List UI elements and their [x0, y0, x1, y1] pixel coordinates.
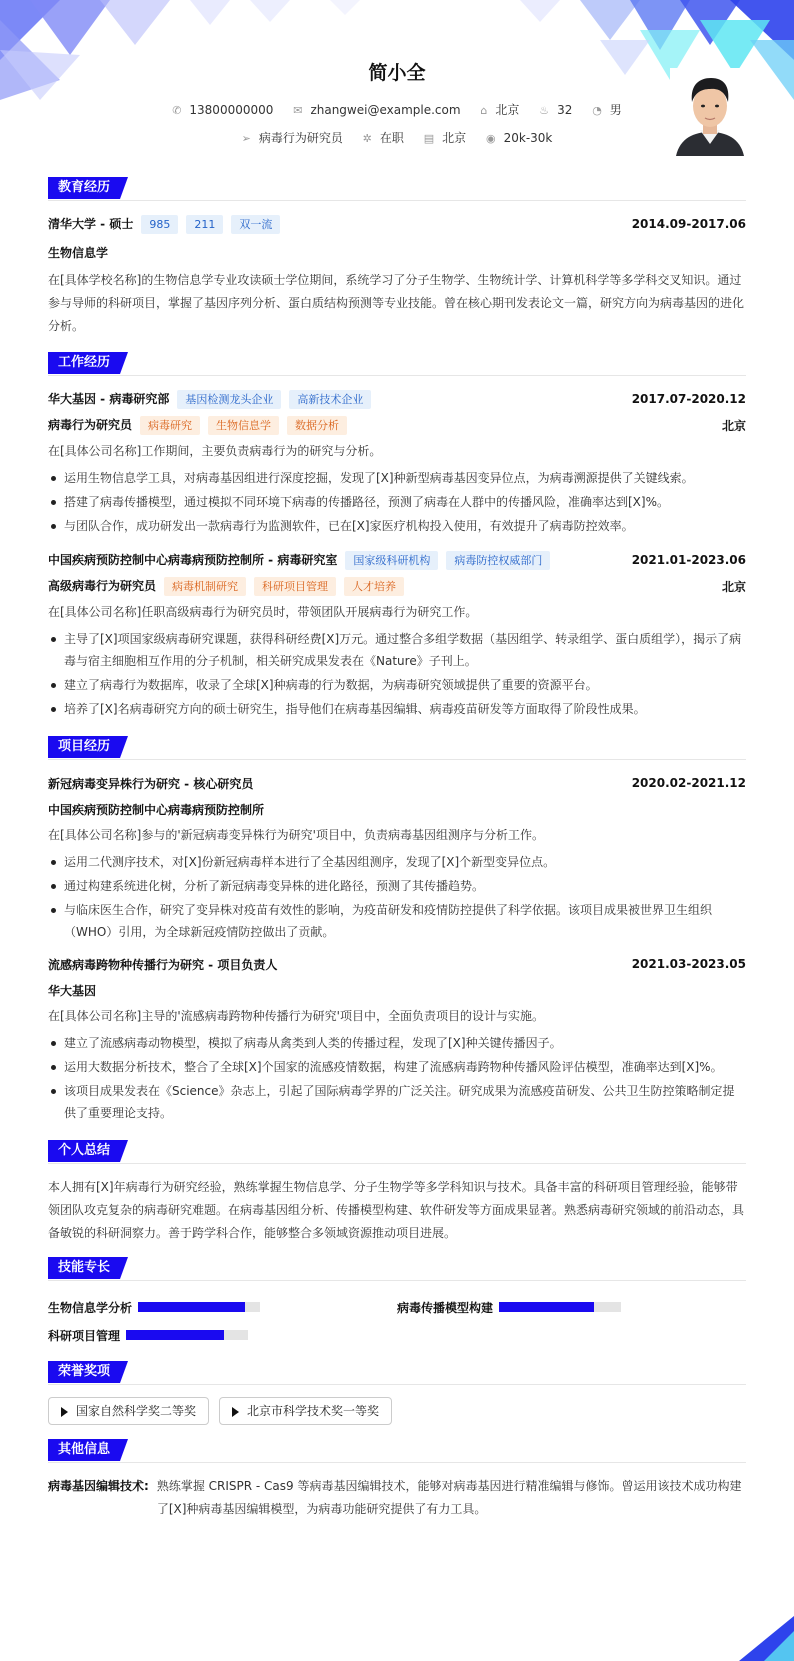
work-bullet: 培养了[X]名病毒研究方向的硕士研究生，指导他们在病毒基因编辑、病毒疫苗研发等方面取得了阶段性成果。 — [48, 698, 746, 720]
award-item — [48, 1397, 209, 1425]
mail-icon: ✉ — [293, 104, 303, 117]
other-section — [48, 1437, 746, 1521]
role-tag: 生物信息学 — [208, 416, 279, 435]
section-title-awards: 荣誉奖项 — [48, 1361, 120, 1383]
send-icon: ➢ — [241, 132, 251, 145]
target-city: 北京 — [442, 131, 467, 145]
skill-name: 科研项目管理 — [48, 1328, 121, 1343]
work-item — [48, 388, 746, 537]
project-bullet: 通过构建系统进化树，分析了新冠病毒变异株的进化路径，预测了其传播趋势。 — [48, 875, 746, 897]
company: 中国疾病预防控制中心病毒病预防控制所 - 病毒研究室 — [48, 552, 338, 567]
skill-item — [397, 1293, 746, 1321]
skill-bar — [138, 1302, 260, 1312]
email: zhangwei@example.com — [310, 103, 461, 117]
play-icon — [61, 1407, 68, 1417]
gender-icon: ◔ — [592, 104, 602, 117]
award-name: 国家自然科学奖二等奖 — [76, 1404, 197, 1418]
summary-text: 本人拥有[X]年病毒行为研究经验，熟练掌握生物信息学、分子生物学等多学科知识与技术。具备丰富的科研项目管理经验，能够带领团队攻克复杂的病毒研究难题。在病毒基因组分析、传播模型构建、软件研发等方面成果显著。熟悉病毒研究领域的前沿动态，具备敏锐的科研洞察力。善于跨学科合作，能够整合多领域资源推动项目进展。 — [48, 1180, 745, 1240]
role-tag: 病毒机制研究 — [164, 577, 246, 596]
footer-decoration — [734, 1616, 794, 1661]
phone-icon: ✆ — [172, 104, 182, 117]
work-intro: 在[具体公司名称]工作期间，主要负责病毒行为的研究与分析。 — [48, 444, 382, 458]
city-info — [480, 101, 519, 118]
school-tag: 985 — [141, 215, 178, 234]
company: 华大基因 - 病毒研究部 — [48, 391, 170, 406]
role: 病毒行为研究员 — [48, 417, 133, 432]
education-section — [48, 175, 746, 338]
other-value: 熟练掌握 CRISPR - Cas9 等病毒基因编辑技术，能够对病毒基因进行精准编辑与修饰。曾运用该技术成功构建了[X]种病毒基因编辑模型，为病毒功能研究提供了有力工具。 — [156, 1479, 742, 1516]
other-key: 病毒基因编辑技术: — [48, 1479, 149, 1493]
age: 32 — [557, 103, 573, 117]
project-bullet: 建立了流感病毒动物模型，模拟了病毒从禽类到人类的传播过程，发现了[X]种关键传播因子。 — [48, 1032, 746, 1054]
section-title-skills: 技能专长 — [48, 1257, 120, 1279]
section-title-summary: 个人总结 — [48, 1140, 120, 1162]
skill-name: 病毒传播模型构建 — [397, 1300, 494, 1315]
salary: 20k-30k — [503, 131, 553, 145]
avatar — [670, 68, 750, 156]
skill-fill — [126, 1330, 224, 1340]
coin-icon: ◉ — [485, 132, 496, 145]
school-tag: 双一流 — [231, 215, 280, 234]
skills-section — [48, 1255, 746, 1349]
education-date: 2014.09-2017.06 — [631, 217, 746, 231]
project-item — [48, 772, 746, 943]
work-bullet: 运用生物信息学工具，对病毒基因组进行深度挖掘，发现了[X]种新型病毒基因变异位点，为病毒溯源提供了关键线索。 — [48, 467, 746, 489]
skill-fill — [499, 1302, 594, 1312]
project-intro: 在[具体公司名称]主导的'流感病毒跨物种传播行为研究'项目中，全面负责项目的设计与实施。 — [48, 1009, 544, 1023]
work-item — [48, 549, 746, 720]
company-tag: 病毒防控权威部门 — [446, 551, 550, 570]
company-tag: 基因检测龙头企业 — [177, 390, 281, 409]
skill-bar — [126, 1330, 248, 1340]
school: 清华大学 - 硕士 — [48, 216, 134, 231]
work-bullet: 建立了病毒行为数据库，收录了全球[X]种病毒的行为数据，为病毒研究领域提供了重要的资源平台。 — [48, 674, 746, 696]
project-intro: 在[具体公司名称]参与的'新冠病毒变异株行为研究'项目中，负责病毒基因组测序与分析工作。 — [48, 828, 544, 842]
education-description: 在[具体学校名称]的生物信息学专业攻读硕士学位期间，系统学习了分子生物学、生物统计学、计算机科学等多学科交叉知识。通过参与导师的科研项目，掌握了基因序列分析、蛋白质结构预测等专业技能。曾在核心期刊发表论文一篇，研究方向为病毒基因的进化分析。 — [48, 273, 745, 333]
play-icon — [232, 1407, 239, 1417]
salary-info — [486, 131, 552, 145]
project-bullet: 该项目成果发表在《Science》杂志上，引起了国际病毒学界的广泛关注。研究成果为流感疫苗研发、公共卫生防控策略制定提供了重要理论支持。 — [48, 1080, 746, 1124]
work-date: 2021.01-2023.06 — [631, 553, 746, 567]
education-header — [48, 213, 746, 235]
gender: 男 — [609, 103, 622, 117]
skill-name: 生物信息学分析 — [48, 1300, 133, 1315]
role-tag: 科研项目管理 — [254, 577, 336, 596]
company-tag: 国家级科研机构 — [345, 551, 438, 570]
project-bullet: 运用大数据分析技术，整合了全球[X]个国家的流感疫情数据，构建了流感病毒跨物种传播风险评估模型，准确率达到[X]%。 — [48, 1056, 746, 1078]
email-info — [293, 103, 460, 117]
work-bullet: 与团队合作，成功研发出一款病毒行为监测软件，已在[X]家医疗机构投入使用，有效提升了病毒防控效率。 — [48, 515, 746, 537]
role-info — [242, 129, 343, 146]
work-bullet: 主导了[X]项国家级病毒研究课题，获得科研经费[X]万元。通过整合多组学数据（基因组学、转录组学、蛋白质组学），揭示了病毒与宿主细胞相互作用的分子机制，相关研究成果发表在《Nature》子刊上。 — [48, 628, 746, 672]
gear-icon: ✲ — [362, 132, 372, 145]
skill-fill — [138, 1302, 245, 1312]
resume-body — [48, 175, 746, 1521]
role-tag: 病毒研究 — [140, 416, 200, 435]
role-tag: 人才培养 — [344, 577, 404, 596]
section-title-work: 工作经历 — [48, 352, 120, 374]
skill-bar — [499, 1302, 621, 1312]
gender-info — [592, 101, 622, 118]
project-date: 2020.02-2021.12 — [631, 776, 746, 790]
projects-section — [48, 734, 746, 1124]
work-date: 2017.07-2020.12 — [631, 392, 746, 406]
skill-item — [48, 1321, 397, 1349]
work-section — [48, 350, 746, 720]
project-org: 华大基因 — [48, 983, 97, 998]
summary-section — [48, 1138, 746, 1245]
section-title-education: 教育经历 — [48, 177, 120, 199]
phone: 13800000000 — [189, 103, 274, 117]
school-tag: 211 — [186, 215, 223, 234]
project-org: 中国疾病预防控制中心病毒病预防控制所 — [48, 802, 265, 817]
project-title: 流感病毒跨物种传播行为研究 - 项目负责人 — [48, 957, 278, 972]
building-icon: ▤ — [423, 132, 435, 145]
role: 高级病毒行为研究员 — [48, 578, 157, 593]
target-city-info — [424, 129, 466, 146]
work-intro: 在[具体公司名称]任职高级病毒行为研究员时，带领团队开展病毒行为研究工作。 — [48, 605, 478, 619]
candidate-name: 简小全 — [368, 62, 426, 84]
project-date: 2021.03-2023.05 — [631, 957, 746, 971]
project-bullet: 运用二代测序技术，对[X]份新冠病毒样本进行了全基因组测序，发现了[X]个新型变异位点。 — [48, 851, 746, 873]
phone-info — [172, 103, 273, 117]
status-info — [363, 129, 404, 146]
award-item — [219, 1397, 392, 1425]
role-tag: 数据分析 — [287, 416, 347, 435]
job-status: 在职 — [379, 131, 404, 145]
profile-photo — [670, 68, 750, 156]
age-info — [539, 103, 572, 117]
work-location: 北京 — [721, 418, 746, 433]
awards-section — [48, 1359, 746, 1425]
home-icon: ⌂ — [480, 104, 488, 117]
target-role: 病毒行为研究员 — [258, 131, 343, 145]
major: 生物信息学 — [48, 245, 109, 260]
work-location: 北京 — [721, 579, 746, 594]
company-tag: 高新技术企业 — [289, 390, 371, 409]
other-item — [48, 1475, 746, 1521]
project-item — [48, 953, 746, 1124]
cake-icon: ♨ — [539, 104, 550, 117]
award-name: 北京市科学技术奖一等奖 — [247, 1404, 380, 1418]
work-bullet: 搭建了病毒传播模型，通过模拟不同环境下病毒的传播路径，预测了病毒在人群中的传播风险，准确率达到[X]%。 — [48, 491, 746, 513]
section-title-other: 其他信息 — [48, 1439, 120, 1461]
project-title: 新冠病毒变异株行为研究 - 核心研究员 — [48, 776, 254, 791]
skill-item — [48, 1293, 397, 1321]
city: 北京 — [495, 103, 520, 117]
project-bullet: 与临床医生合作，研究了变异株对疫苗有效性的影响，为疫苗研发和疫情防控提供了科学依据。该项目成果被世界卫生组织（WHO）引用，为全球新冠疫情防控做出了贡献。 — [48, 899, 746, 943]
section-title-projects: 项目经历 — [48, 736, 120, 758]
